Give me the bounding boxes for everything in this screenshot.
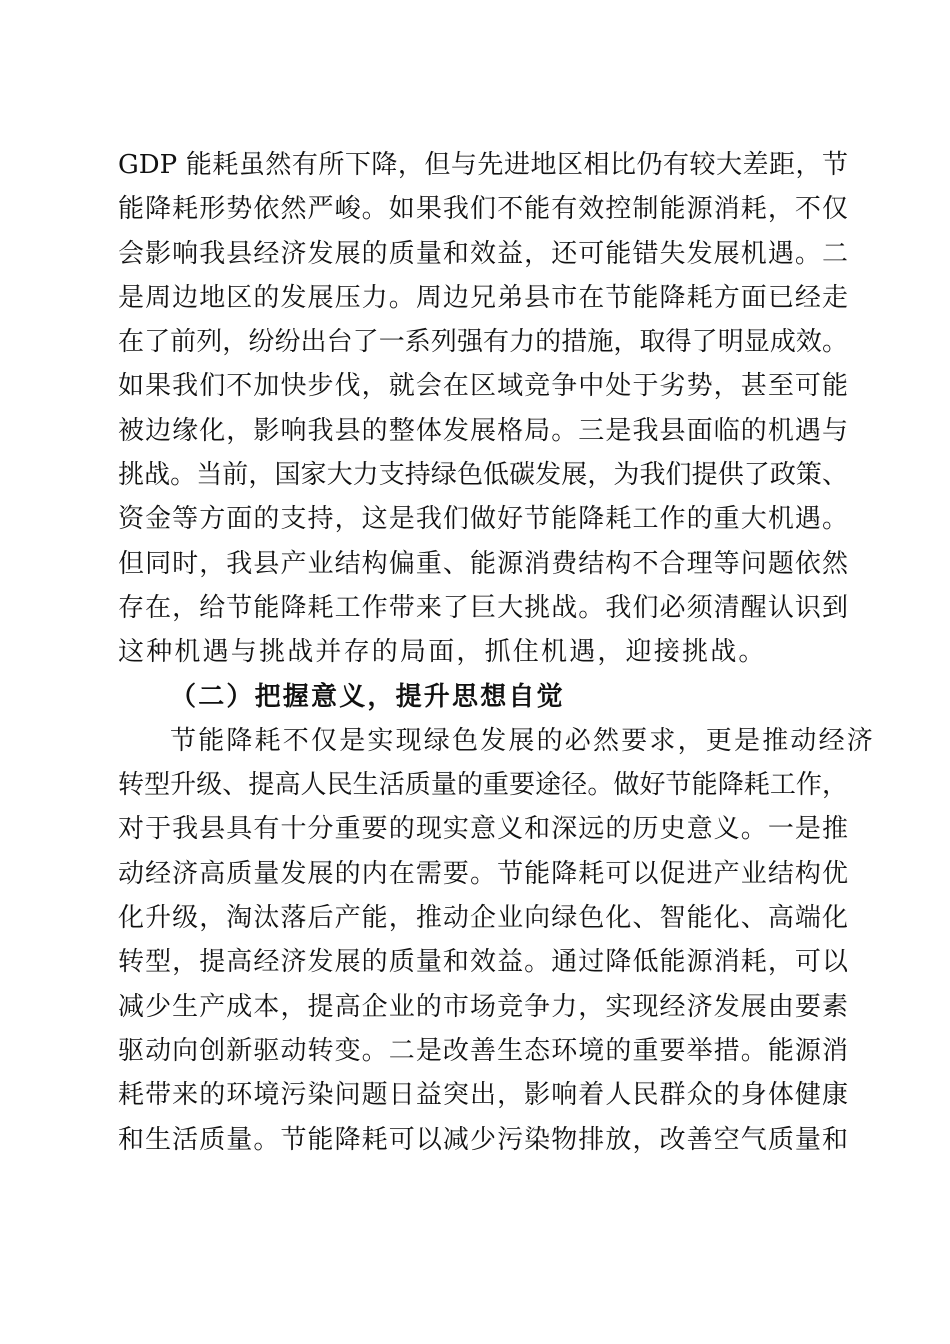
text-line: 减少生产成本，提高企业的市场竞争力，实现经济发展由要素 <box>118 991 848 1022</box>
text-line: 这种机遇与挑战并存的局面，抓住机遇，迎接挑战。 <box>118 637 767 668</box>
text-line: 节能降耗不仅是实现绿色发展的必然要求，更是推动经济 <box>170 725 876 756</box>
text-line: 在了前列，纷纷出台了一系列强有力的措施，取得了明显成效。 <box>118 327 848 358</box>
text-line: 资金等方面的支持，这是我们做好节能降耗工作的重大机遇。 <box>118 504 848 535</box>
text-line: 存在，给节能降耗工作带来了巨大挑战。我们必须清醒认识到 <box>118 592 848 623</box>
text-line: GDP 能耗虽然有所下降，但与先进地区相比仍有较大差距，节 <box>118 150 848 180</box>
text-line: 如果我们不加快步伐，就会在区域竞争中处于劣势，甚至可能 <box>118 371 848 402</box>
text-line: 和生活质量。节能降耗可以减少污染物排放，改善空气质量和 <box>118 1124 848 1155</box>
paragraph-1 <box>118 143 848 675</box>
section-heading: （二）把握意义，提升思想自觉 <box>170 681 565 712</box>
text-line: 能降耗形势依然严峻。如果我们不能有效控制能源消耗，不仅 <box>118 194 848 225</box>
text-line: 被边缘化，影响我县的整体发展格局。三是我县面临的机遇与 <box>118 415 848 446</box>
text-line: 驱动向创新驱动转变。二是改善生态环境的重要举措。能源消 <box>118 1035 848 1066</box>
text-line: 转型升级、提高人民生活质量的重要途径。做好节能降耗工作， <box>118 770 848 801</box>
text-line: 化升级，淘汰落后产能，推动企业向绿色化、智能化、高端化 <box>118 903 848 934</box>
paragraph-2 <box>118 719 876 1162</box>
text-line: 转型，提高经济发展的质量和效益。通过降低能源消耗，可以 <box>118 947 848 978</box>
text-line: 对于我县具有十分重要的现实意义和深远的历史意义。一是推 <box>118 814 848 845</box>
text-line: 会影响我县经济发展的质量和效益，还可能错失发展机遇。二 <box>118 238 848 269</box>
text-line: 挑战。当前，国家大力支持绿色低碳发展，为我们提供了政策、 <box>118 460 848 491</box>
text-line: 耗带来的环境污染问题日益突出，影响着人民群众的身体健康 <box>118 1080 848 1111</box>
text-line: 是周边地区的发展压力。周边兄弟县市在节能降耗方面已经走 <box>118 282 848 313</box>
text-line: 动经济高质量发展的内在需要。节能降耗可以促进产业结构优 <box>118 858 848 889</box>
text-line: 但同时，我县产业结构偏重、能源消费结构不合理等问题依然 <box>118 548 848 579</box>
body-text <box>118 143 876 1162</box>
